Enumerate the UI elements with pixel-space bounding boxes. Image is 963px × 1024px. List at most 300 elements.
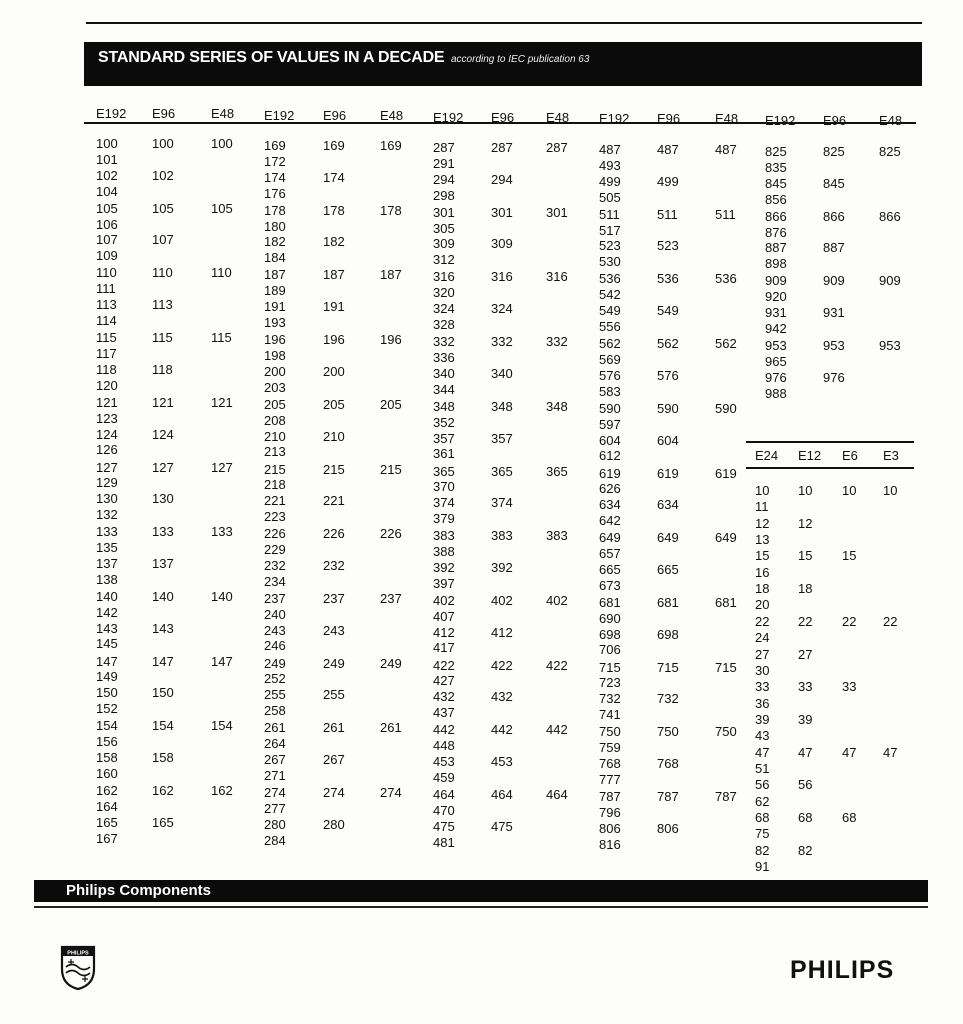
value-cell: 140 (152, 588, 174, 604)
value-cell: 274 (264, 785, 286, 800)
philips-shield-icon (58, 943, 98, 991)
small-value-cell: 15 (798, 548, 813, 564)
value-cell: 246 (264, 638, 286, 654)
small-column-header: E24 (755, 448, 779, 463)
value-cell: 147 (211, 653, 233, 669)
value-cell: 806 (599, 820, 621, 836)
value-cell: 442 (433, 722, 455, 738)
value-cell: 866 (823, 208, 845, 224)
value-cell: 392 (433, 559, 455, 575)
small-value-cell: 12 (798, 515, 813, 531)
value-cell: 690 (599, 610, 621, 626)
small-value-cell: 33 (842, 679, 857, 695)
value-cell: 530 (599, 254, 621, 270)
value-cell: 499 (599, 173, 621, 189)
value-cell: 511 (657, 206, 678, 222)
value-cell: 392 (491, 559, 513, 575)
value-cell: 365 (546, 463, 568, 479)
value-cell: 475 (491, 818, 513, 834)
value-cell: 427 (433, 673, 455, 689)
value-cell: 127 (211, 459, 233, 475)
value-cell: 612 (599, 448, 621, 464)
small-column-header: E12 (798, 448, 822, 463)
value-cell: 110 (152, 265, 173, 281)
value-cell: 180 (264, 218, 286, 234)
value-cell: 332 (433, 334, 455, 350)
value-cell: 626 (599, 481, 621, 497)
value-cell: 397 (433, 575, 455, 591)
value-cell: 127 (152, 459, 174, 475)
value-cell: 100 (211, 136, 233, 151)
value-cell: 196 (264, 332, 286, 348)
value-cell: 137 (96, 555, 118, 571)
value-cell: 154 (211, 718, 233, 734)
value-cell: 453 (491, 754, 513, 769)
value-cell: 432 (491, 689, 513, 705)
value-cell: 866 (879, 208, 901, 224)
value-cell: 213 (264, 444, 286, 460)
small-value-cell: 18 (798, 581, 813, 597)
value-cell: 287 (546, 140, 568, 155)
value-cell: 750 (715, 724, 737, 740)
value-cell: 536 (715, 271, 737, 287)
value-cell: 140 (96, 588, 118, 604)
philips-logo: PHILIPS (790, 956, 895, 984)
value-cell: 196 (323, 332, 345, 348)
value-cell: 407 (433, 608, 455, 624)
value-cell: 715 (599, 659, 621, 675)
value-cell: 174 (323, 169, 345, 185)
value-cell: 113 (96, 297, 117, 313)
value-cell: 777 (599, 771, 621, 787)
value-cell: 787 (657, 789, 679, 804)
column-header: E192 (599, 111, 630, 127)
value-cell: 442 (546, 722, 568, 738)
value-cell: 681 (715, 594, 737, 610)
value-cell: 402 (491, 592, 513, 608)
value-cell: 229 (264, 542, 286, 558)
value-cell: 357 (491, 430, 513, 446)
value-cell: 634 (657, 497, 679, 513)
value-cell: 115 (96, 330, 117, 346)
value-cell: 215 (323, 461, 345, 477)
value-cell: 147 (152, 653, 174, 669)
value-cell: 210 (264, 428, 286, 444)
value-cell: 252 (264, 671, 286, 687)
value-cell: 145 (96, 636, 118, 652)
value-cell: 143 (152, 620, 174, 636)
value-cell: 825 (879, 144, 901, 159)
emblem-label: PHILIPS (67, 950, 89, 957)
value-cell: 768 (657, 756, 679, 771)
value-cell: 549 (657, 303, 679, 319)
value-cell: 619 (715, 465, 737, 481)
value-cell: 298 (433, 187, 455, 203)
value-cell: 150 (96, 685, 118, 701)
value-cell: 132 (96, 507, 118, 523)
value-cell: 340 (491, 365, 513, 381)
value-cell: 178 (323, 202, 345, 218)
small-value-cell: 47 (755, 744, 770, 760)
value-cell: 218 (264, 477, 286, 493)
value-cell: 374 (491, 495, 513, 511)
page-subtitle: according to IEC publication 63 (451, 54, 590, 65)
value-cell: 953 (823, 338, 845, 354)
value-cell: 294 (491, 171, 513, 187)
value-cell: 365 (433, 463, 455, 479)
small-value-cell: 75 (755, 826, 770, 842)
column-header: E96 (823, 113, 847, 129)
small-value-cell: 22 (842, 613, 857, 629)
small-value-cell: 30 (755, 662, 770, 678)
value-cell: 562 (715, 336, 737, 352)
value-cell: 301 (491, 204, 513, 220)
value-cell: 191 (264, 299, 286, 315)
value-cell: 370 (433, 479, 455, 495)
value-cell: 931 (765, 305, 787, 321)
value-cell: 237 (264, 590, 286, 606)
small-value-cell: 82 (755, 842, 770, 858)
value-cell: 597 (599, 416, 621, 432)
value-cell: 953 (879, 338, 901, 354)
value-cell: 121 (96, 394, 118, 410)
footer-bar (34, 880, 928, 902)
value-cell: 309 (433, 236, 455, 252)
value-cell: 301 (546, 204, 568, 220)
value-cell: 866 (765, 208, 787, 224)
value-cell: 723 (599, 675, 621, 691)
value-cell: 129 (96, 475, 118, 491)
value-cell: 549 (599, 303, 621, 319)
value-cell: 243 (323, 622, 345, 638)
value-cell: 178 (380, 202, 402, 218)
value-cell: 768 (599, 756, 621, 771)
value-cell: 232 (264, 557, 286, 573)
value-cell: 316 (546, 269, 568, 285)
value-cell: 118 (96, 361, 117, 377)
value-cell: 130 (96, 491, 118, 507)
value-cell: 562 (599, 336, 621, 352)
value-cell: 274 (380, 785, 402, 800)
value-cell: 135 (96, 540, 118, 556)
value-cell: 138 (96, 571, 118, 587)
value-cell: 481 (433, 834, 455, 850)
value-cell: 142 (96, 604, 118, 620)
small-value-cell: 33 (755, 679, 770, 695)
column-header: E48 (879, 113, 903, 129)
value-cell: 590 (599, 400, 621, 416)
value-cell: 931 (823, 305, 845, 321)
value-cell: 464 (546, 787, 568, 802)
value-cell: 583 (599, 383, 621, 399)
value-cell: 169 (264, 138, 286, 153)
value-cell: 106 (96, 216, 118, 232)
value-cell: 305 (433, 220, 455, 236)
value-cell: 191 (323, 299, 345, 315)
value-cell: 165 (152, 814, 174, 830)
value-cell: 105 (211, 200, 233, 216)
value-cell: 113 (152, 297, 173, 313)
value-cell: 887 (823, 240, 845, 256)
small-value-cell: 22 (755, 613, 770, 629)
column-header: E48 (546, 109, 570, 125)
value-cell: 277 (264, 800, 286, 816)
value-cell: 576 (599, 367, 621, 383)
small-value-cell: 15 (755, 548, 770, 564)
value-cell: 208 (264, 412, 286, 428)
small-table-header-rule (746, 467, 914, 469)
small-value-cell: 27 (798, 646, 813, 662)
value-cell: 437 (433, 705, 455, 721)
value-cell: 174 (264, 169, 286, 185)
value-cell: 154 (96, 718, 118, 734)
value-cell: 348 (433, 398, 455, 414)
value-cell: 115 (152, 330, 173, 346)
value-cell: 402 (546, 592, 568, 608)
value-cell: 178 (264, 202, 286, 218)
small-value-cell: 36 (755, 695, 770, 711)
small-value-cell: 43 (755, 728, 770, 744)
value-cell: 422 (491, 657, 513, 673)
value-cell: 189 (264, 283, 286, 299)
value-cell: 681 (599, 594, 621, 610)
value-cell: 379 (433, 511, 455, 527)
value-cell: 340 (433, 365, 455, 381)
value-cell: 172 (264, 153, 286, 169)
value-cell: 249 (323, 655, 345, 671)
value-cell: 152 (96, 701, 118, 717)
value-cell: 487 (715, 142, 737, 157)
value-cell: 876 (765, 224, 787, 240)
value-cell: 118 (152, 361, 173, 377)
value-cell: 137 (152, 555, 174, 571)
value-cell: 162 (152, 783, 174, 798)
small-value-cell: 39 (798, 711, 813, 727)
value-cell: 200 (264, 363, 286, 379)
value-cell: 562 (657, 336, 679, 352)
value-cell: 412 (491, 624, 513, 640)
value-cell: 464 (433, 787, 455, 802)
value-cell: 909 (765, 273, 787, 289)
small-value-cell: 20 (755, 597, 770, 613)
footer-text: Philips Components (66, 882, 212, 899)
value-cell: 249 (380, 655, 402, 671)
value-cell: 255 (323, 687, 345, 703)
value-cell: 920 (765, 289, 787, 305)
value-cell: 604 (599, 432, 621, 448)
value-cell: 698 (599, 626, 621, 642)
value-cell: 110 (96, 265, 117, 281)
value-cell: 352 (433, 414, 455, 430)
value-cell: 226 (380, 526, 402, 542)
small-value-cell: 68 (755, 810, 770, 825)
value-cell: 114 (96, 312, 117, 328)
small-value-cell: 68 (842, 810, 857, 825)
value-cell: 909 (823, 273, 845, 289)
value-cell: 732 (657, 691, 679, 707)
value-cell: 590 (657, 400, 679, 416)
small-value-cell: 56 (798, 777, 813, 793)
value-cell: 649 (657, 530, 679, 546)
value-cell: 234 (264, 573, 286, 589)
column-header: E192 (765, 113, 796, 129)
value-cell: 835 (765, 159, 787, 175)
small-value-cell: 27 (755, 646, 770, 662)
column-header: E96 (323, 107, 347, 123)
value-cell: 665 (599, 561, 621, 577)
value-cell: 657 (599, 546, 621, 562)
value-cell: 124 (152, 426, 174, 442)
value-cell: 464 (491, 787, 513, 802)
value-cell: 104 (96, 183, 118, 199)
value-cell: 210 (323, 428, 345, 444)
small-value-cell: 56 (755, 777, 770, 793)
value-cell: 324 (491, 301, 513, 317)
value-cell: 215 (380, 461, 402, 477)
value-cell: 107 (152, 232, 174, 248)
value-cell: 198 (264, 347, 286, 363)
value-cell: 115 (211, 330, 232, 346)
value-cell: 165 (96, 814, 118, 830)
small-value-cell: 10 (842, 483, 857, 498)
value-cell: 556 (599, 318, 621, 334)
small-column-header: E3 (883, 448, 899, 463)
value-cell: 110 (211, 265, 232, 281)
value-cell: 127 (96, 459, 118, 475)
value-cell: 107 (96, 232, 118, 248)
value-cell: 133 (96, 524, 118, 540)
value-cell: 388 (433, 544, 455, 560)
value-cell: 787 (599, 789, 621, 804)
value-cell: 324 (433, 301, 455, 317)
column-header: E192 (96, 106, 127, 121)
value-cell: 200 (323, 363, 345, 379)
value-cell: 453 (433, 754, 455, 769)
value-cell: 261 (323, 720, 345, 736)
column-header: E48 (211, 106, 235, 121)
small-value-cell: 10 (798, 483, 813, 498)
value-cell: 796 (599, 804, 621, 820)
value-cell: 909 (879, 273, 901, 289)
title-bar (84, 42, 922, 86)
small-column-header: E6 (842, 448, 858, 463)
value-cell: 357 (433, 430, 455, 446)
value-cell: 361 (433, 446, 455, 462)
value-cell: 619 (599, 465, 621, 481)
value-cell: 348 (491, 398, 513, 414)
value-cell: 536 (657, 271, 679, 287)
value-cell: 121 (211, 394, 233, 410)
value-cell: 261 (264, 720, 286, 736)
value-cell: 417 (433, 640, 455, 656)
value-cell: 160 (96, 765, 118, 781)
small-table-top-rule (746, 441, 914, 443)
value-cell: 487 (657, 142, 679, 157)
value-cell: 100 (96, 136, 118, 151)
value-cell: 143 (96, 620, 118, 636)
small-value-cell: 18 (755, 581, 770, 597)
value-cell: 475 (433, 818, 455, 834)
value-cell: 187 (380, 267, 402, 283)
value-cell: 149 (96, 669, 118, 685)
value-cell: 402 (433, 592, 455, 608)
value-cell: 316 (491, 269, 513, 285)
value-cell: 750 (599, 724, 621, 740)
value-cell: 169 (323, 138, 345, 153)
value-cell: 130 (152, 491, 174, 507)
small-value-cell: 82 (798, 842, 813, 858)
value-cell: 856 (765, 191, 787, 207)
value-cell: 196 (380, 332, 402, 348)
value-cell: 223 (264, 509, 286, 525)
value-cell: 147 (96, 653, 118, 669)
value-cell: 816 (599, 836, 621, 852)
value-cell: 123 (96, 410, 118, 426)
value-cell: 261 (380, 720, 402, 736)
value-cell: 140 (211, 588, 233, 604)
value-cell: 117 (96, 345, 117, 361)
value-cell: 517 (599, 222, 621, 238)
small-value-cell: 13 (755, 532, 770, 548)
value-cell: 215 (264, 461, 286, 477)
value-cell: 164 (96, 798, 118, 814)
value-cell: 344 (433, 381, 455, 397)
value-cell: 309 (491, 236, 513, 252)
value-cell: 470 (433, 802, 455, 818)
value-cell: 459 (433, 769, 455, 785)
column-header: E192 (433, 109, 464, 125)
value-cell: 422 (546, 657, 568, 673)
value-cell: 205 (323, 396, 345, 412)
value-cell: 383 (546, 528, 568, 544)
small-value-cell: 47 (842, 744, 857, 760)
value-cell: 280 (323, 816, 345, 832)
small-value-cell: 33 (798, 679, 813, 695)
value-cell: 732 (599, 691, 621, 707)
column-header: E192 (264, 107, 295, 123)
value-cell: 976 (823, 369, 845, 385)
value-cell: 348 (546, 398, 568, 414)
small-value-cell: 12 (755, 515, 770, 531)
value-cell: 249 (264, 655, 286, 671)
column-header: E48 (715, 111, 739, 127)
value-cell: 267 (323, 752, 345, 767)
value-cell: 193 (264, 314, 286, 330)
value-cell: 150 (152, 685, 174, 701)
value-cell: 187 (323, 267, 345, 283)
value-cell: 111 (96, 281, 116, 297)
value-cell: 169 (380, 138, 402, 153)
value-cell: 301 (433, 204, 455, 220)
value-cell: 542 (599, 287, 621, 303)
value-cell: 158 (152, 750, 174, 765)
small-value-cell: 22 (883, 613, 898, 629)
value-cell: 101 (96, 151, 118, 167)
value-cell: 291 (433, 155, 455, 171)
value-cell: 336 (433, 349, 455, 365)
value-cell: 619 (657, 465, 679, 481)
value-cell: 422 (433, 657, 455, 673)
value-cell: 759 (599, 740, 621, 756)
value-cell: 162 (96, 783, 118, 798)
small-value-cell: 16 (755, 564, 770, 580)
value-cell: 240 (264, 606, 286, 622)
value-cell: 953 (765, 338, 787, 354)
value-cell: 271 (264, 767, 286, 783)
value-cell: 383 (433, 528, 455, 544)
value-cell: 681 (657, 594, 679, 610)
value-cell: 965 (765, 353, 787, 369)
